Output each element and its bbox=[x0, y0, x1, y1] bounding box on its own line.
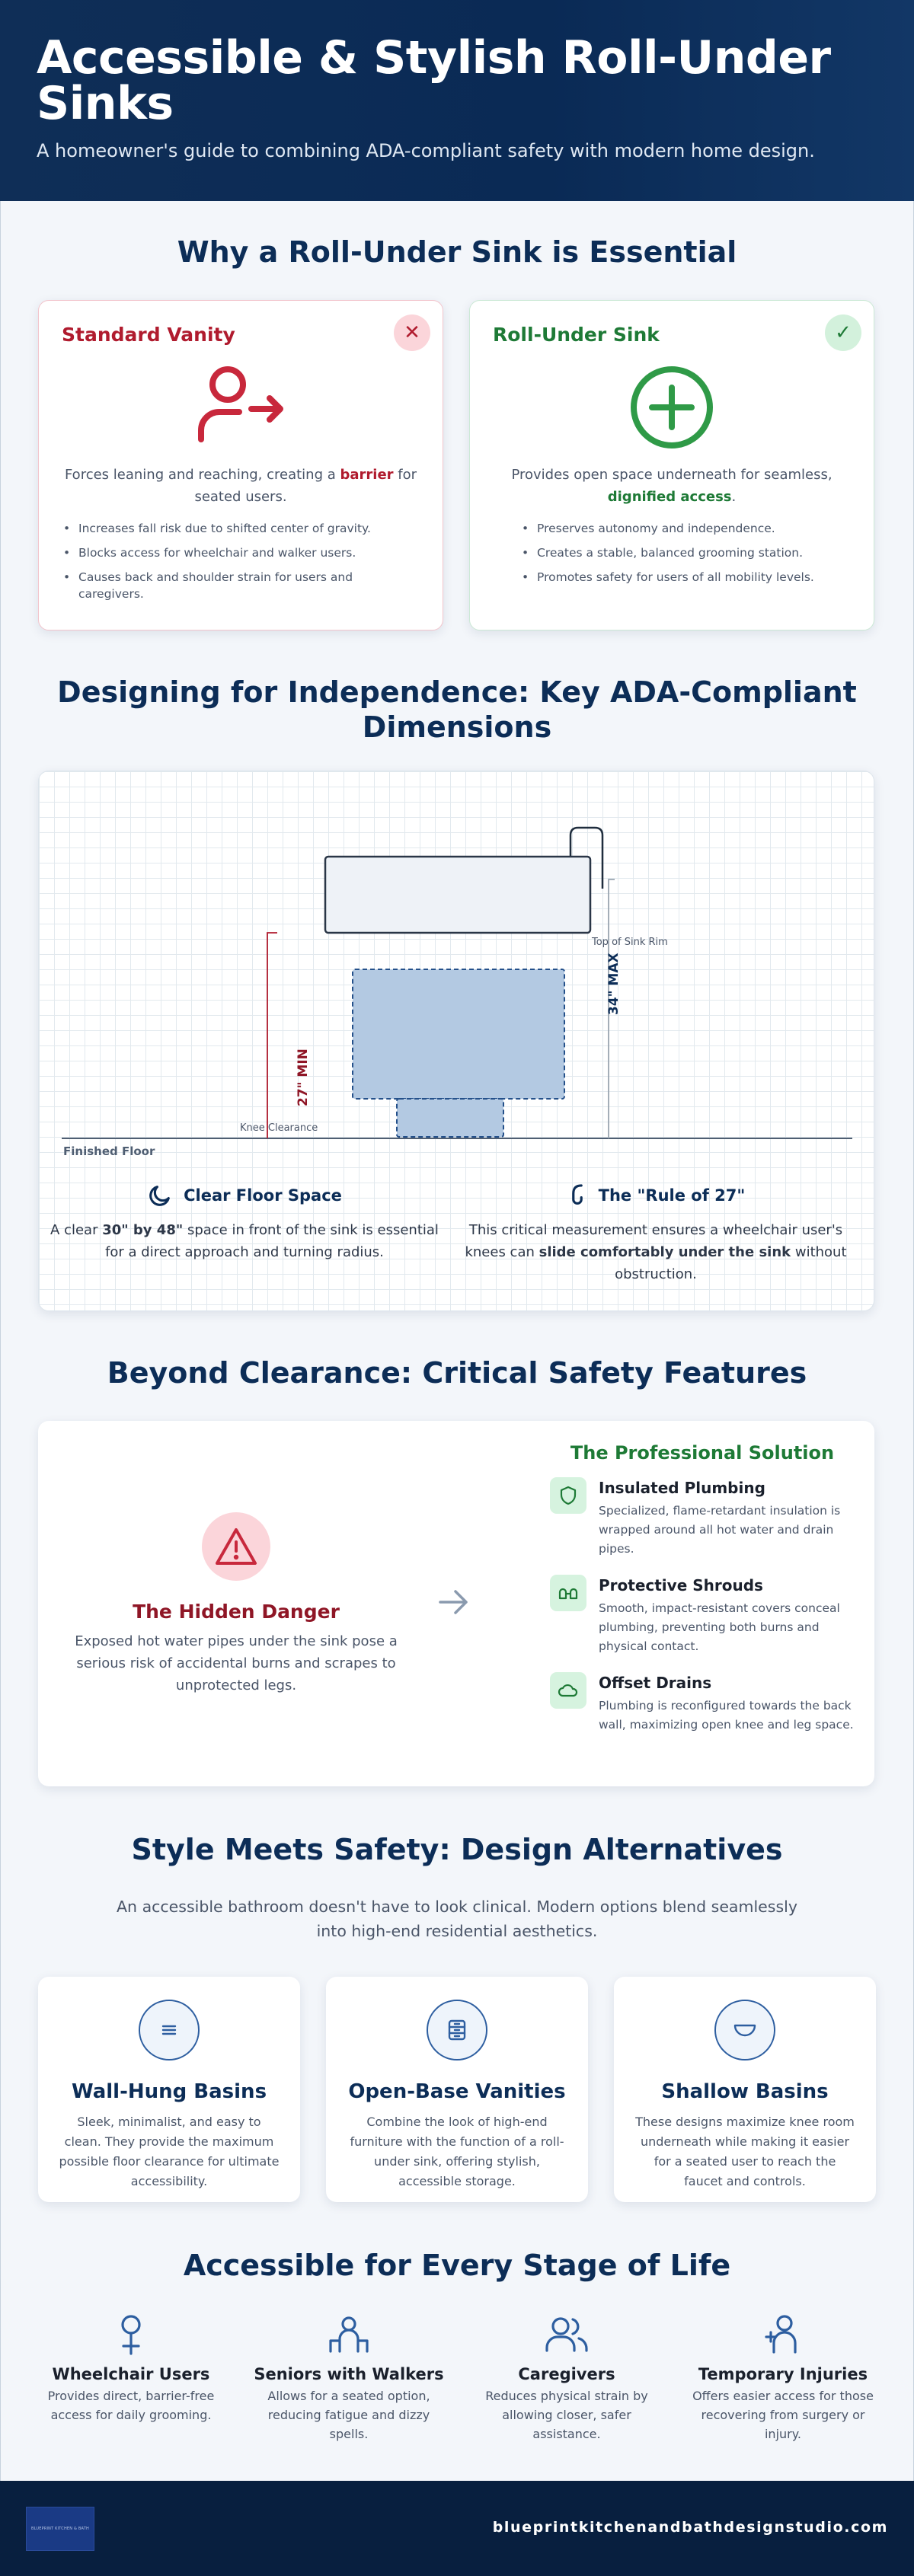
professional-solution-heading: The Professional Solution bbox=[570, 1442, 835, 1464]
warning-icon bbox=[202, 1512, 270, 1581]
feature-heading: Protective Shrouds bbox=[599, 1576, 763, 1594]
professional-solution-block bbox=[550, 1442, 855, 1770]
feature-text: Specialized, flame-retardant insulation is wrapped around all hot water and drain pipes. bbox=[599, 1504, 841, 1556]
persona-heading: Wheelchair Users bbox=[52, 2365, 210, 2383]
persona-wheelchair-users bbox=[32, 2312, 230, 2424]
persona-text: Allows for a seated option, reducing fatigue and dizzy spells. bbox=[267, 2389, 430, 2441]
website-link[interactable]: blueprintkitchenandbathdesignstudio.com bbox=[492, 2519, 888, 2536]
knee-clearance-zone bbox=[353, 969, 564, 1099]
hidden-danger-block bbox=[61, 1512, 411, 1697]
option-text: Combine the look of high-end furniture with the function of a roll-under sink, offering stylish, accessible storage. bbox=[350, 2115, 564, 2188]
rule-of-27-heading: The "Rule of 27" bbox=[458, 1183, 854, 1208]
cloud-icon bbox=[550, 1672, 586, 1709]
roll-under-heading: Roll-Under Sink bbox=[493, 324, 660, 346]
roll-under-card bbox=[469, 300, 874, 630]
check-icon: ✓ bbox=[825, 314, 861, 351]
feature-offset-drains bbox=[550, 1672, 855, 1770]
shroud-icon bbox=[550, 1575, 586, 1611]
list-item: • Creates a stable, balanced grooming station. bbox=[520, 544, 851, 561]
close-icon: ✕ bbox=[394, 314, 430, 351]
min-dimension-line bbox=[267, 933, 277, 1138]
persona-heading: Seniors with Walkers bbox=[254, 2365, 444, 2383]
feature-text: Plumbing is reconfigured towards the back wall, maximizing open knee and leg space. bbox=[599, 1699, 854, 1732]
option-heading: Shallow Basins bbox=[661, 2080, 829, 2103]
section-title-dimensions: Designing for Independence: Key ADA-Compliant Dimensions bbox=[57, 675, 857, 744]
hidden-danger-text: Exposed hot water pipes under the sink pose a serious risk of accidental burns and scrapes to unprotected legs. bbox=[75, 1633, 398, 1693]
list-item: • Blocks access for wheelchair and walker users. bbox=[62, 544, 420, 561]
option-wall-hung-basins bbox=[38, 1977, 300, 2202]
persona-temporary-injuries bbox=[684, 2312, 882, 2444]
option-heading: Open-Base Vanities bbox=[348, 2080, 566, 2103]
section-title-essential: Why a Roll-Under Sink is Essential bbox=[177, 235, 737, 269]
page-title: Accessible & Stylish Roll-Under Sinks bbox=[37, 31, 831, 130]
section-title-stages: Accessible for Every Stage of Life bbox=[183, 2249, 731, 2282]
wheelchair-user-icon bbox=[116, 2313, 146, 2357]
person-arrow-icon bbox=[195, 365, 286, 444]
persona-text: Reduces physical strain by allowing closer, safer assistance. bbox=[485, 2389, 648, 2441]
caregivers-icon bbox=[544, 2316, 590, 2354]
clear-floor-space-block bbox=[46, 1183, 443, 1263]
rule-of-27-block bbox=[458, 1183, 854, 1285]
standard-vanity-description: Forces leaning and reaching, creating a barrier for seated users. bbox=[64, 467, 417, 505]
walker-icon bbox=[326, 2315, 372, 2354]
plus-circle-icon bbox=[629, 365, 714, 450]
min-dimension-label: 27" MIN bbox=[296, 1049, 311, 1106]
knee-clearance-label: Knee Clearance bbox=[240, 1122, 318, 1134]
roll-under-list bbox=[520, 520, 851, 593]
finished-floor-label: Finished Floor bbox=[63, 1144, 155, 1158]
option-shallow-basins bbox=[614, 1977, 876, 2202]
section-title-safety: Beyond Clearance: Critical Safety Features bbox=[107, 1356, 807, 1390]
shield-icon bbox=[550, 1477, 586, 1514]
menu-icon bbox=[139, 2000, 200, 2060]
option-open-base-vanities bbox=[326, 1977, 588, 2202]
company-logo[interactable]: BLUEPRINT KITCHEN & BATH bbox=[26, 2507, 94, 2551]
standard-vanity-card bbox=[38, 300, 443, 630]
persona-text: Provides direct, barrier-free access for daily grooming. bbox=[47, 2389, 215, 2422]
list-item: • Causes back and shoulder strain for users and caregivers. bbox=[62, 569, 420, 602]
top-of-rim-label: Top of Sink Rim bbox=[592, 937, 668, 948]
feature-heading: Insulated Plumbing bbox=[599, 1479, 765, 1497]
persona-caregivers bbox=[468, 2312, 666, 2444]
section-title-style: Style Meets Safety: Design Alternatives bbox=[131, 1833, 783, 1866]
hidden-danger-heading: The Hidden Danger bbox=[133, 1601, 340, 1623]
sink-counter bbox=[325, 857, 590, 933]
persona-text: Offers easier access for those recovering from surgery or injury. bbox=[692, 2389, 874, 2441]
page-subtitle: A homeowner's guide to combining ADA-compliant safety with modern home design. bbox=[37, 140, 815, 161]
style-intro: An accessible bathroom doesn't have to look clinical. Modern options blend seamlessly into high-end residential aesthetics. bbox=[117, 1898, 797, 1940]
moon-icon bbox=[147, 1183, 173, 1208]
dimension-diagram-card bbox=[38, 771, 874, 1311]
feature-text: Smooth, impact-resistant covers conceal plumbing, preventing both burns and physical contact. bbox=[599, 1601, 840, 1653]
clear-floor-space-heading: Clear Floor Space bbox=[46, 1183, 443, 1208]
bowl-icon bbox=[714, 2000, 775, 2060]
max-dimension-label: 34" MAX bbox=[606, 953, 622, 1015]
persona-heading: Temporary Injuries bbox=[698, 2365, 868, 2383]
cabinet-icon bbox=[427, 2000, 487, 2060]
rule-of-27-text: This critical measurement ensures a wheelchair user's knees can slide comfortably under the sink without obstruction. bbox=[465, 1222, 847, 1282]
injury-icon bbox=[763, 2314, 803, 2355]
arrow-right-icon bbox=[437, 1587, 471, 1617]
feature-heading: Offset Drains bbox=[599, 1674, 712, 1692]
list-item: • Promotes safety for users of all mobility levels. bbox=[520, 569, 851, 586]
toe-clearance-zone bbox=[397, 1099, 503, 1137]
feature-insulated-plumbing bbox=[550, 1477, 855, 1575]
safety-card bbox=[38, 1421, 874, 1786]
clear-floor-space-text: A clear 30" by 48" space in front of the sink is essential for a direct approach and turning radius. bbox=[50, 1222, 439, 1260]
list-item: • Preserves autonomy and independence. bbox=[520, 520, 851, 537]
persona-seniors-with-walkers bbox=[250, 2312, 448, 2444]
sink-diagram bbox=[39, 771, 874, 1167]
option-heading: Wall-Hung Basins bbox=[71, 2080, 267, 2103]
standard-vanity-list bbox=[62, 520, 420, 610]
standard-vanity-heading: Standard Vanity bbox=[62, 324, 235, 346]
option-text: These designs maximize knee room underneath while making it easier for a seated user to reach the faucet and controls. bbox=[635, 2115, 855, 2188]
roll-under-description: Provides open space underneath for seamless, dignified access. bbox=[511, 467, 833, 505]
hook-icon bbox=[567, 1183, 588, 1208]
footer bbox=[0, 2481, 914, 2576]
persona-heading: Caregivers bbox=[518, 2365, 615, 2383]
list-item: • Increases fall risk due to shifted center of gravity. bbox=[62, 520, 420, 537]
hero-banner bbox=[0, 0, 914, 201]
option-text: Sleek, minimalist, and easy to clean. They provide the maximum possible floor clearance for ultimate accessibility. bbox=[59, 2115, 280, 2188]
feature-protective-shrouds bbox=[550, 1575, 855, 1672]
